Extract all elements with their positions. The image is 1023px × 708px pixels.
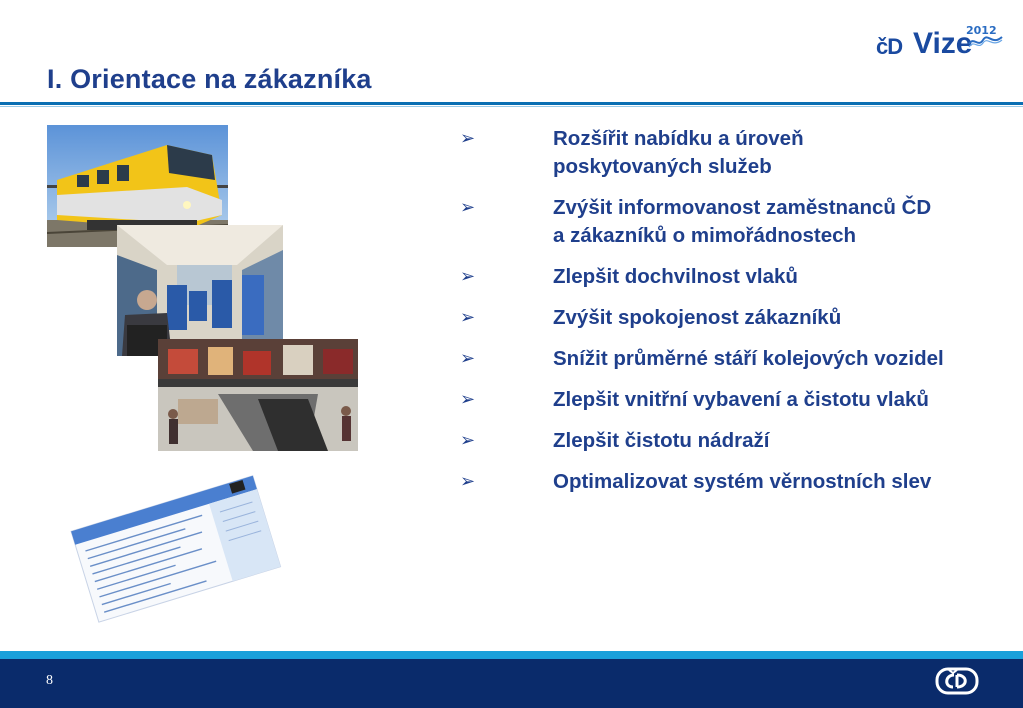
arrowhead-bullet-icon: ➢ — [460, 266, 476, 287]
page-number: 8 — [46, 673, 53, 688]
ticket-photo — [70, 466, 285, 626]
logo-cd-text: čD — [876, 34, 903, 59]
train-interior-photo — [117, 225, 283, 356]
list-item-label: Snížit průměrné stáří kolejových vozidel — [553, 347, 944, 370]
list-item — [458, 386, 978, 414]
station-hall-photo — [158, 339, 358, 451]
list-item — [458, 125, 978, 181]
objectives-list — [458, 125, 978, 509]
arrowhead-bullet-icon: ➢ — [460, 471, 476, 492]
list-item — [458, 194, 978, 250]
slide-title: I. Orientace na zákazníka — [47, 64, 372, 94]
footer-bar — [0, 659, 1023, 708]
list-item-label: Zvýšit spokojenost zákazníků — [553, 306, 842, 329]
list-item-label: Zlepšit dochvilnost vlaků — [553, 265, 798, 288]
cd-logo-icon — [935, 665, 979, 697]
logo-wave-icon — [968, 34, 1004, 48]
logo-year-text: 2012 — [966, 24, 997, 37]
arrowhead-bullet-icon: ➢ — [460, 389, 476, 410]
list-item — [458, 468, 978, 496]
footer-accent-bar — [0, 651, 1023, 659]
arrowhead-bullet-icon: ➢ — [460, 348, 476, 369]
arrowhead-bullet-icon: ➢ — [460, 430, 476, 451]
arrowhead-bullet-icon: ➢ — [460, 197, 476, 218]
list-item — [458, 427, 978, 455]
list-item-label: Rozšířit nabídku a úroveň poskytovaných služeb — [553, 127, 804, 178]
logo-vize-text: Vize — [913, 27, 973, 60]
cd-vize-logo — [876, 24, 1006, 64]
list-item — [458, 345, 978, 373]
title-underline — [0, 102, 1023, 105]
arrowhead-bullet-icon: ➢ — [460, 307, 476, 328]
list-item-label: Zlepšit vnitřní vybavení a čistotu vlaků — [553, 388, 929, 411]
list-item — [458, 304, 978, 332]
list-item-label: Optimalizovat systém věrnostních slev — [553, 470, 932, 493]
list-item-label: Zvýšit informovanost zaměstnanců ČD a zákazníků o mimořádnostech — [553, 196, 932, 247]
title-underline-thin — [0, 106, 1023, 107]
list-item — [458, 263, 978, 291]
list-item-label: Zlepšit čistotu nádraží — [553, 429, 770, 452]
arrowhead-bullet-icon: ➢ — [460, 128, 476, 149]
